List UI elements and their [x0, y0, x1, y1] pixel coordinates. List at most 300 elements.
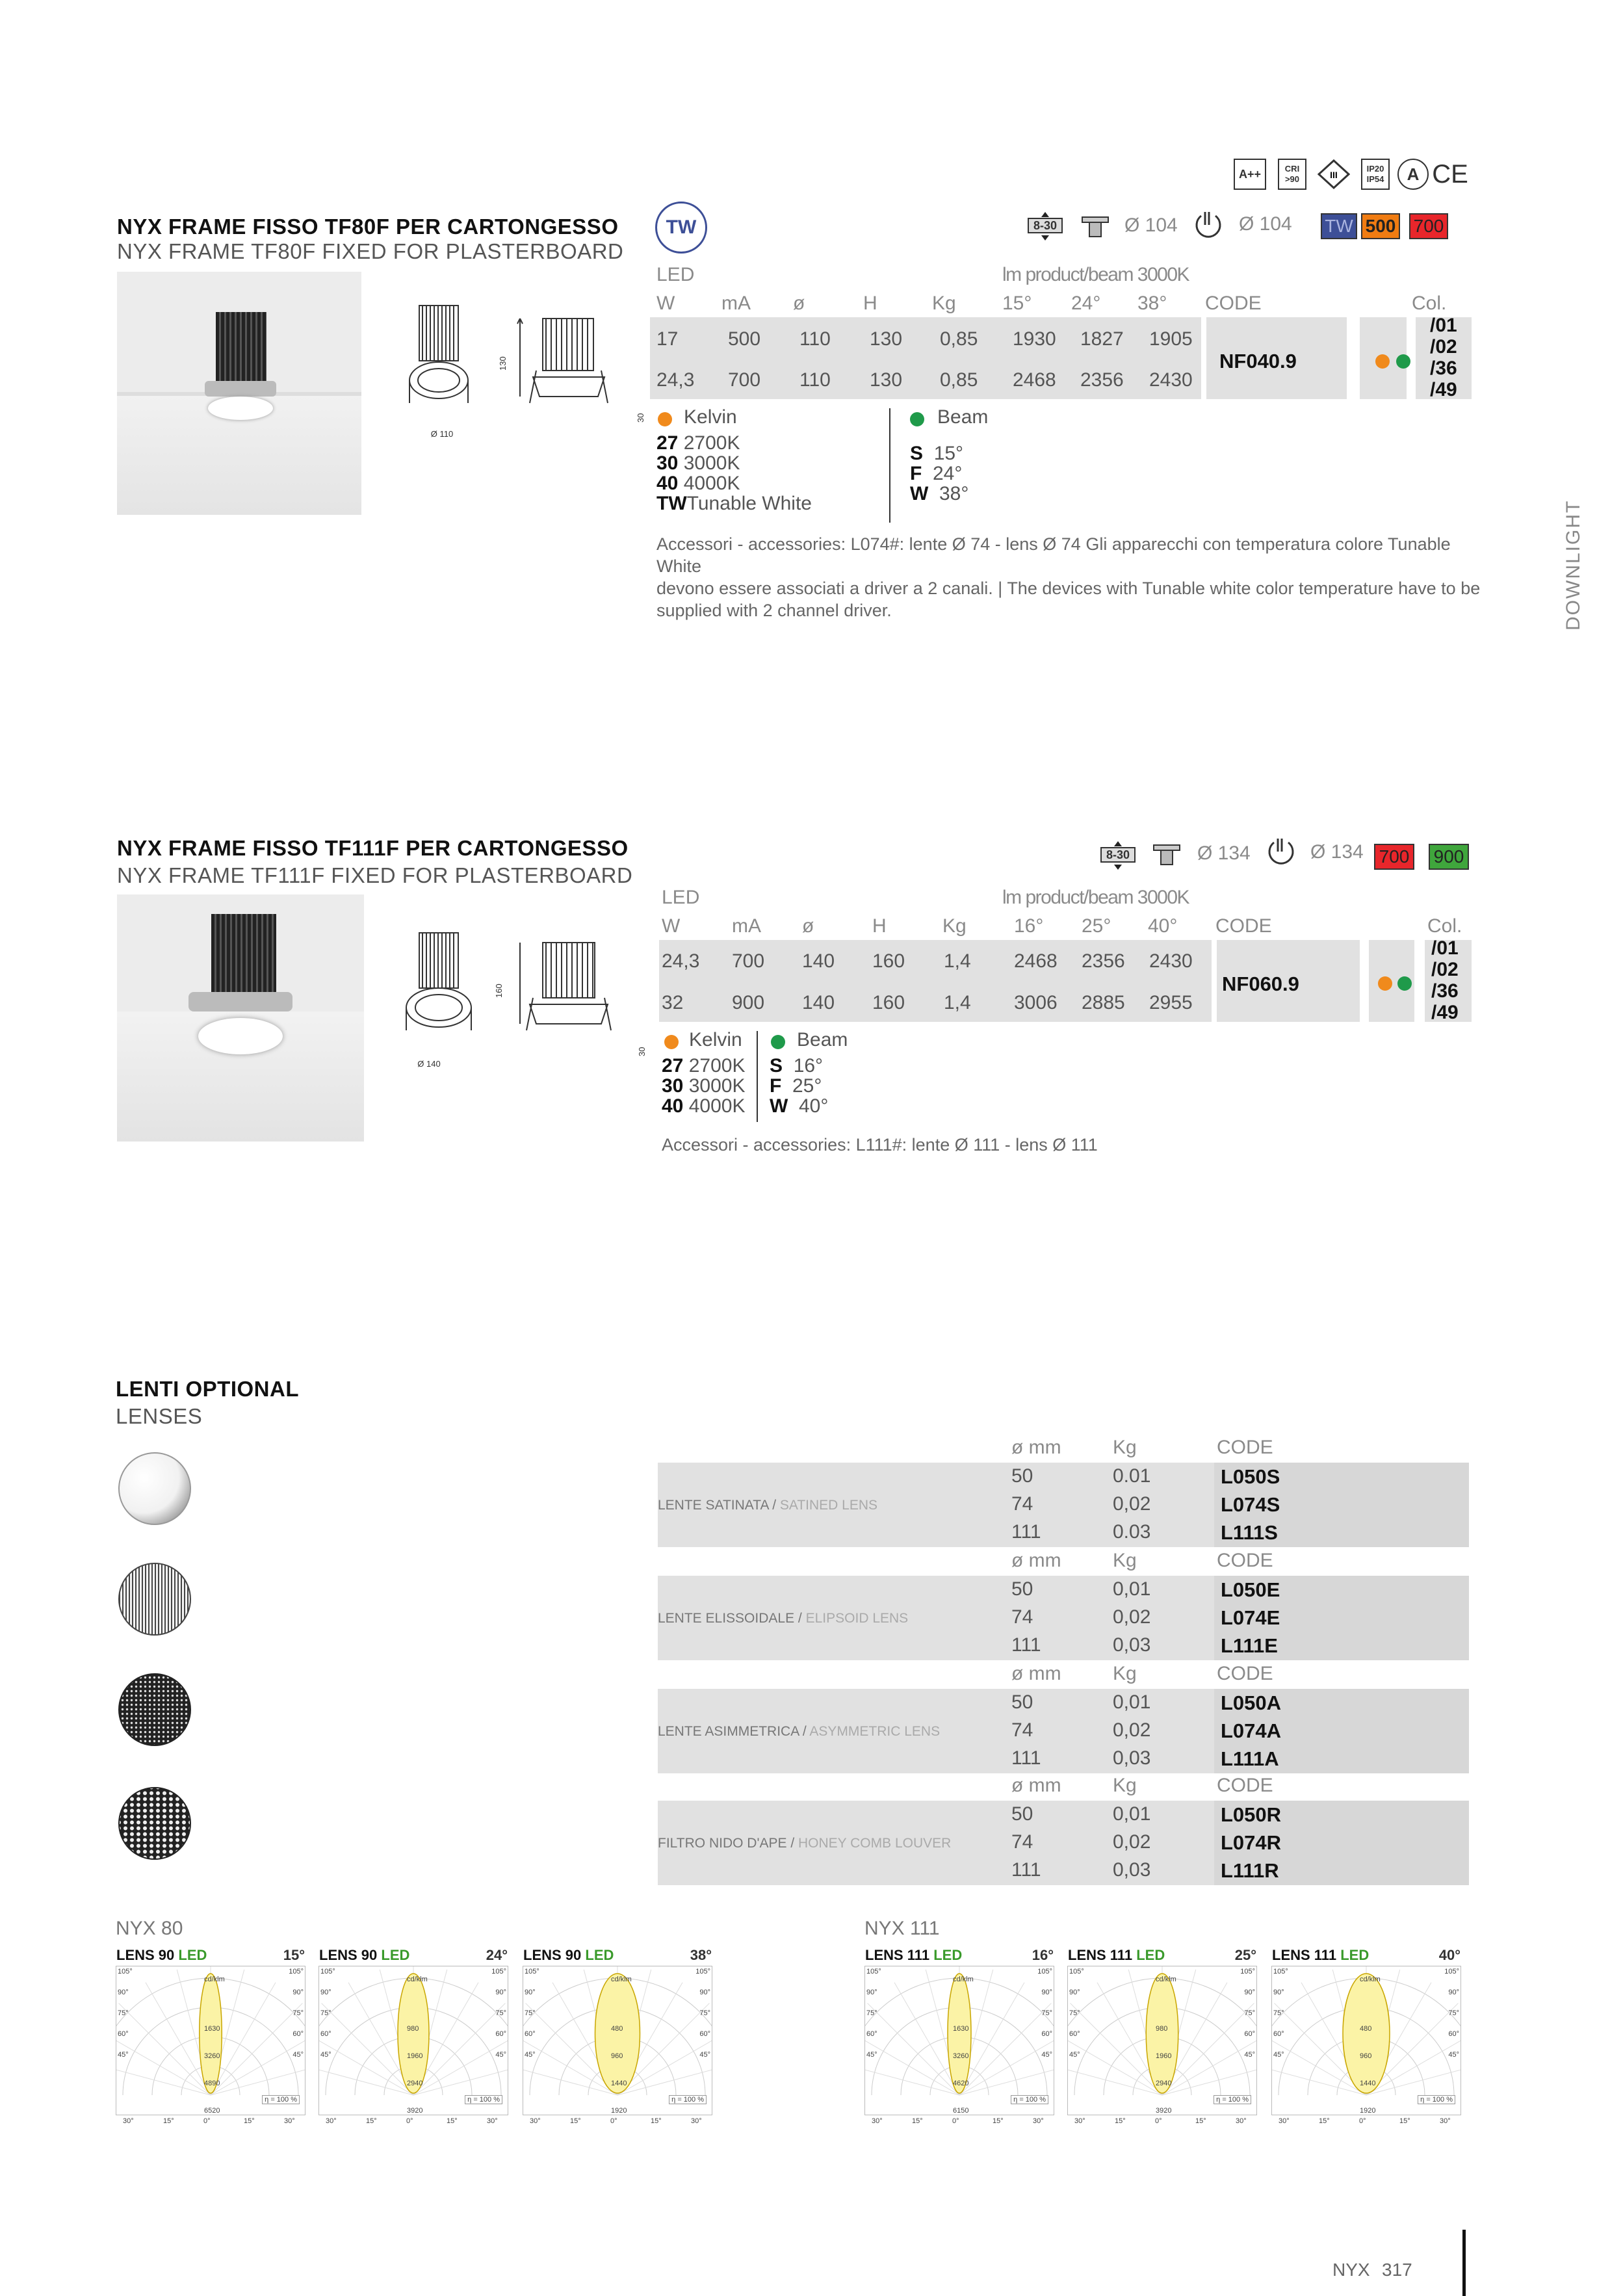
angle-label: 60°	[292, 2030, 304, 2038]
table-group-lm: lm product/beam 3000K	[1002, 887, 1189, 908]
product2-dim-diameter: Ø 140	[417, 1059, 441, 1069]
table-group-led: LED	[656, 264, 695, 285]
lens-code: L050S	[1221, 1465, 1280, 1488]
angle-label: 45°	[525, 2051, 536, 2059]
honeycomb-louver-icon	[116, 1784, 194, 1862]
angle-label: 75°	[320, 2009, 331, 2017]
polar-curve-plot	[865, 1966, 1054, 2115]
green-dot	[1397, 976, 1412, 991]
color-code: /01	[1430, 315, 1457, 336]
lens-cell: 0.01	[1113, 1465, 1151, 1487]
chart-beam-angle: 16°	[1032, 1947, 1054, 1963]
col-header-code: CODE	[1205, 293, 1262, 314]
bottom-angle-label: 15°	[993, 2117, 1004, 2125]
polar-grid-ray	[211, 2003, 302, 2095]
angle-label: 45°	[1273, 2051, 1284, 2059]
lens-cell: 0,01	[1113, 1578, 1151, 1600]
photometric-chart	[523, 1947, 712, 2125]
lens-cell: 0,03	[1113, 1634, 1151, 1656]
chart-unit: cd/klm	[1360, 1976, 1381, 1983]
legend-divider	[757, 1031, 758, 1122]
col-header-diameter: ø	[802, 915, 814, 937]
svg-text:III: III	[1330, 170, 1338, 180]
color-code: /02	[1430, 336, 1457, 358]
angle-label: 60°	[1244, 2030, 1255, 2038]
angle-label: 90°	[699, 1989, 710, 1996]
lens-cell: 0.03	[1113, 1521, 1151, 1543]
polar-grid-ray	[868, 2003, 959, 2095]
col-header-w: W	[662, 915, 681, 937]
col-header-ma: mA	[732, 915, 761, 937]
table-group-lm: lm product/beam 3000K	[1002, 264, 1189, 285]
product1-dim-height: 130	[498, 356, 508, 371]
asymmetric-lens-icon	[116, 1671, 194, 1749]
lens-code: L111R	[1221, 1859, 1279, 1882]
bottom-angle-label: 30°	[1440, 2117, 1451, 2125]
efficiency-label: η = 100 %	[1011, 2095, 1048, 2104]
angle-label: 90°	[1273, 1989, 1284, 1996]
angle-label: 105°	[1069, 1968, 1084, 1976]
product2-photo	[117, 894, 364, 1141]
polar-curve-plot	[1068, 1966, 1256, 2115]
bottom-angle-label: 0°	[610, 2117, 617, 2125]
photometry-group-nyx111: NYX 111	[864, 1918, 940, 1939]
angle-label: 90°	[495, 1989, 506, 1996]
intensity-value: 960	[1360, 2052, 1372, 2060]
angle-label: 75°	[292, 2009, 304, 2017]
color-code: /01	[1431, 937, 1459, 959]
intensity-value: 2940	[407, 2080, 423, 2087]
intensity-value: 980	[1156, 2025, 1168, 2033]
bottom-angle-label: 15°	[570, 2117, 581, 2125]
a-mark-icon: A	[1397, 159, 1429, 190]
cutout-icon	[1266, 837, 1296, 872]
color-code: /36	[1430, 358, 1457, 379]
bottom-angle-label: 30°	[1279, 2117, 1290, 2125]
polar-grid-ray	[865, 2030, 959, 2095]
angle-label: 90°	[118, 1989, 129, 1996]
lens-col-header: CODE	[1217, 1437, 1273, 1458]
chart-unit: cd/klm	[611, 1976, 632, 1983]
intensity-value: 6150	[953, 2107, 969, 2115]
intensity-curve	[1146, 1974, 1178, 2093]
lens-code: L050A	[1221, 1691, 1282, 1714]
photometric-chart	[116, 1947, 305, 2125]
lens-col-header: ø mm	[1011, 1437, 1061, 1458]
bottom-angle-label: 15°	[1115, 2117, 1126, 2125]
chart-unit: cd/klm	[1156, 1976, 1176, 1983]
product2-code: NF060.9	[1222, 972, 1299, 995]
angle-label: 90°	[292, 1989, 304, 1996]
lens-cell: 0,02	[1113, 1831, 1151, 1853]
chart-beam-angle: 25°	[1234, 1947, 1256, 1963]
folio-number: 317	[1382, 2260, 1412, 2280]
polar-grid-ray	[1068, 2061, 1162, 2095]
cri-icon: CRI >90	[1278, 159, 1306, 190]
angle-label: 75°	[866, 2009, 877, 2017]
tag-900: 900	[1429, 844, 1469, 870]
lens-cell: 74	[1011, 1719, 1033, 1741]
lens-cell: 50	[1011, 1578, 1033, 1600]
bottom-angle-label: 15°	[244, 2117, 255, 2125]
col-header-h: H	[872, 915, 887, 937]
angle-label: 105°	[695, 1968, 710, 1976]
bottom-angle-label: 15°	[163, 2117, 174, 2125]
lens-col-header: CODE	[1217, 1550, 1273, 1571]
orange-dot	[1378, 976, 1392, 991]
col-header-col: Col.	[1412, 293, 1447, 314]
product1-notes: Accessori - accessories: L074#: lente Ø 74 - lens Ø 74 Gli apparecchi con temperatura colore Tunable White devono essere associati a driver a 2 canali. | The devices with Tunable white color temperature have to be supplied with 2 channel driver.	[656, 534, 1481, 620]
col-header-beam1: 16°	[1014, 915, 1044, 937]
bottom-angle-label: 30°	[284, 2117, 295, 2125]
intensity-value: 960	[611, 2052, 623, 2060]
angle-label: 45°	[495, 2051, 506, 2059]
polar-grid-ray	[116, 2061, 211, 2095]
lens-cell: 111	[1011, 1521, 1041, 1543]
hole-diameter-1: Ø 134	[1197, 842, 1251, 864]
spot-icon	[1150, 841, 1183, 870]
angle-label: 105°	[525, 1968, 539, 1976]
legend-divider	[889, 408, 890, 523]
photometry-group-nyx80: NYX 80	[116, 1918, 183, 1939]
angle-label: 90°	[1069, 1989, 1080, 1996]
lens-col-header: Kg	[1113, 1775, 1137, 1796]
photometric-chart	[864, 1947, 1054, 2125]
folio-bar	[1462, 2230, 1466, 2296]
col-header-beam1: 15°	[1002, 293, 1032, 314]
efficiency-label: η = 100 %	[465, 2095, 502, 2104]
angle-label: 45°	[292, 2051, 304, 2059]
lens-cell: 74	[1011, 1831, 1033, 1853]
polar-grid-ray	[1162, 2061, 1256, 2095]
hole-diameter-2: Ø 134	[1310, 841, 1364, 863]
lens-type-label: LENTE ASIMMETRICA / ASYMMETRIC LENS	[658, 1724, 941, 1739]
kelvin-dot	[658, 412, 672, 426]
lens-cell: 50	[1011, 1803, 1033, 1825]
col-header-beam3: 38°	[1137, 293, 1167, 314]
lens-code: L074S	[1221, 1493, 1280, 1516]
angle-label: 45°	[118, 2051, 129, 2059]
lens-code: L074E	[1221, 1606, 1280, 1629]
lens-cell: 0,02	[1113, 1606, 1151, 1628]
bottom-angle-label: 15°	[1195, 2117, 1206, 2125]
angle-label: 90°	[1448, 1989, 1459, 1996]
ellipsoid-lens-icon	[116, 1560, 194, 1638]
tag-500: 500	[1361, 213, 1400, 239]
angle-label: 60°	[495, 2030, 506, 2038]
col-header-code: CODE	[1215, 915, 1272, 937]
lens-code: L111A	[1221, 1747, 1279, 1770]
intensity-value: 1440	[611, 2080, 627, 2087]
angle-label: 60°	[525, 2030, 536, 2038]
chart-title: LENS 90 LED	[319, 1947, 410, 1963]
chart-beam-angle: 15°	[283, 1947, 305, 1963]
angle-label: 60°	[320, 2030, 331, 2038]
lens-cell: 0,02	[1113, 1493, 1151, 1515]
lens-code: L074A	[1221, 1719, 1282, 1742]
angle-label: 75°	[1069, 2009, 1080, 2017]
angle-label: 90°	[1041, 1989, 1052, 1996]
kelvin-dot	[664, 1035, 679, 1049]
angle-label: 60°	[1069, 2030, 1080, 2038]
folio-name: NYX	[1332, 2260, 1370, 2280]
intensity-value: 2940	[1156, 2080, 1172, 2087]
lens-cell: 0,03	[1113, 1859, 1151, 1881]
lenses-title: LENTI OPTIONAL	[116, 1377, 299, 1401]
lens-col-header: ø mm	[1011, 1663, 1061, 1684]
lens-code: L050E	[1221, 1578, 1280, 1601]
intensity-value: 1630	[204, 2025, 220, 2033]
bottom-angle-label: 15°	[651, 2117, 662, 2125]
kelvin-list: 27 2700K 30 3000K 40 4000K TWTunable White	[656, 432, 812, 514]
polar-grid-ray	[116, 2030, 211, 2095]
col-header-w: W	[656, 293, 675, 314]
green-dot	[1396, 354, 1410, 369]
photometric-chart	[318, 1947, 508, 2125]
col-header-beam3: 40°	[1148, 915, 1178, 937]
tag-700: 700	[1374, 844, 1414, 870]
angle-label: 45°	[866, 2051, 877, 2059]
angle-label: 105°	[1444, 1968, 1459, 1976]
lens-cell: 50	[1011, 1691, 1033, 1713]
lenses-subtitle: LENSES	[116, 1404, 203, 1428]
col-header-ma: mA	[721, 293, 751, 314]
bottom-angle-label: 15°	[366, 2117, 377, 2125]
ce-mark-icon: CE	[1432, 160, 1468, 189]
lens-code: L111S	[1221, 1521, 1278, 1544]
side-label: DOWNLIGHT	[1563, 499, 1584, 631]
intensity-curve	[595, 1974, 640, 2093]
efficiency-label: η = 100 %	[1418, 2095, 1455, 2104]
col-header-beam2: 24°	[1071, 293, 1101, 314]
bottom-angle-label: 0°	[952, 2117, 959, 2125]
photometric-chart	[1067, 1947, 1257, 2125]
lens-col-header: Kg	[1113, 1437, 1137, 1458]
intensity-value: 1920	[1360, 2107, 1376, 2115]
product1-photo	[117, 272, 361, 515]
intensity-value: 480	[1360, 2025, 1372, 2033]
orange-dot	[1375, 354, 1390, 369]
bottom-angle-label: 30°	[872, 2117, 883, 2125]
chart-unit: cd/klm	[407, 1976, 428, 1983]
range-icon: 8-30	[1026, 212, 1065, 238]
intensity-value: 1630	[953, 2025, 969, 2033]
polar-grid-ray	[211, 2030, 305, 2095]
bottom-angle-label: 15°	[1399, 2117, 1410, 2125]
angle-label: 75°	[495, 2009, 506, 2017]
product2-dim-depth: 30	[637, 1047, 647, 1056]
bottom-angle-label: 0°	[1359, 2117, 1366, 2125]
lens-type-label: LENTE SATINATA / SATINED LENS	[658, 1498, 878, 1513]
chart-title: LENS 111 LED	[1272, 1947, 1370, 1963]
angle-label: 75°	[118, 2009, 129, 2017]
polar-curve-plot	[116, 1966, 305, 2115]
angle-label: 90°	[1244, 1989, 1255, 1996]
efficiency-label: η = 100 %	[262, 2095, 300, 2104]
lens-col-header: Kg	[1113, 1663, 1137, 1684]
lens-code: L050R	[1221, 1803, 1282, 1826]
bottom-angle-label: 30°	[326, 2117, 337, 2125]
hole-diameter-2: Ø 104	[1239, 213, 1292, 235]
angle-label: 105°	[491, 1968, 506, 1976]
product1-title: NYX FRAME FISSO TF80F PER CARTONGESSO	[117, 215, 619, 239]
angle-label: 90°	[866, 1989, 877, 1996]
angle-label: 75°	[1273, 2009, 1284, 2017]
col-header-beam2: 25°	[1082, 915, 1111, 937]
angle-label: 45°	[1244, 2051, 1255, 2059]
product1-code: NF040.9	[1219, 350, 1297, 372]
lens-cell: 111	[1011, 1634, 1041, 1656]
tag-tw: TW	[1321, 213, 1357, 239]
angle-label: 60°	[1041, 2030, 1052, 2038]
lens-code: L074R	[1221, 1831, 1282, 1854]
product2-notes: Accessori - accessories: L111#: lente Ø 111 - lens Ø 111	[662, 1135, 1098, 1155]
bottom-angle-label: 30°	[487, 2117, 498, 2125]
color-code: /49	[1431, 1002, 1459, 1023]
efficiency-label: η = 100 %	[669, 2095, 707, 2104]
ip-rating-icon: IP20 IP54	[1361, 159, 1390, 190]
angle-label: 45°	[1448, 2051, 1459, 2059]
intensity-curve	[948, 1974, 971, 2093]
beam-list: S 15° F 24° W 38°	[910, 443, 969, 504]
chart-title: LENS 111 LED	[865, 1947, 963, 1963]
chart-title: LENS 111 LED	[1068, 1947, 1165, 1963]
polar-grid-ray	[319, 2061, 413, 2095]
hole-diameter-1: Ø 104	[1124, 215, 1178, 236]
tw-badge: TW	[655, 202, 707, 254]
col-header-h: H	[863, 293, 877, 314]
angle-label: 105°	[118, 1968, 133, 1976]
angle-label: 75°	[525, 2009, 536, 2017]
cutout-icon	[1193, 211, 1223, 245]
angle-label: 60°	[1273, 2030, 1284, 2038]
polar-grid-ray	[959, 2003, 1051, 2095]
polar-curve-plot	[1272, 1966, 1461, 2115]
lens-col-header: CODE	[1217, 1775, 1273, 1796]
intensity-value: 3260	[953, 2052, 969, 2060]
lens-col-header: Kg	[1113, 1550, 1137, 1571]
beam-title: Beam	[937, 406, 989, 428]
product1-dim-diameter: Ø 110	[430, 429, 454, 439]
intensity-value: 4620	[953, 2080, 969, 2087]
angle-label: 75°	[1041, 2009, 1052, 2017]
range-icon: 8-30	[1098, 841, 1137, 867]
col-header-kg: Kg	[932, 293, 956, 314]
lens-cell: 50	[1011, 1465, 1033, 1487]
chart-title: LENS 90 LED	[523, 1947, 614, 1963]
product2-dim-height: 160	[494, 984, 504, 998]
intensity-value: 3260	[204, 2052, 220, 2060]
lens-col-header: CODE	[1217, 1663, 1273, 1684]
lens-cell: 0,02	[1113, 1719, 1151, 1741]
intensity-value: 1960	[1156, 2052, 1172, 2060]
intensity-curve	[398, 1974, 429, 2093]
intensity-value: 3920	[407, 2107, 423, 2115]
product2-subtitle: NYX FRAME TF111F FIXED FOR PLASTERBOARD	[117, 863, 633, 887]
lens-col-header: ø mm	[1011, 1550, 1061, 1571]
intensity-value: 480	[611, 2025, 623, 2033]
lens-cell: 74	[1011, 1493, 1033, 1515]
polar-grid-ray	[211, 2061, 305, 2095]
intensity-value: 1440	[1360, 2080, 1376, 2087]
lens-cell: 74	[1011, 1606, 1033, 1628]
bottom-angle-label: 30°	[123, 2117, 134, 2125]
color-code: /02	[1431, 959, 1459, 980]
beam-title: Beam	[797, 1029, 848, 1050]
intensity-value: 6520	[204, 2107, 220, 2115]
intensity-curve	[200, 1974, 222, 2093]
lens-cell: 111	[1011, 1859, 1041, 1881]
beam-dot	[910, 412, 924, 426]
polar-grid-ray	[413, 2061, 508, 2095]
kelvin-title: Kelvin	[689, 1029, 742, 1050]
bottom-angle-label: 30°	[1033, 2117, 1044, 2125]
bottom-angle-label: 0°	[1155, 2117, 1162, 2125]
angle-label: 90°	[320, 1989, 331, 1996]
product1-dim-depth: 30	[636, 413, 645, 423]
angle-label: 75°	[1244, 2009, 1255, 2017]
chart-beam-angle: 38°	[690, 1947, 712, 1963]
angle-label: 45°	[1069, 2051, 1080, 2059]
table-group-led: LED	[662, 887, 700, 908]
angle-label: 60°	[699, 2030, 710, 2038]
product1-drawing	[390, 299, 663, 442]
lens-code: L111E	[1221, 1634, 1278, 1657]
polar-grid-ray	[865, 2061, 959, 2095]
lens-cell: 111	[1011, 1747, 1041, 1769]
chart-title: LENS 90 LED	[116, 1947, 207, 1963]
angle-label: 45°	[320, 2051, 331, 2059]
spot-icon	[1079, 213, 1111, 242]
beam-list: S 16° F 25° W 40°	[770, 1055, 829, 1117]
product1-subtitle: NYX FRAME TF80F FIXED FOR PLASTERBOARD	[117, 239, 624, 263]
intensity-value: 1920	[611, 2107, 627, 2115]
chart-unit: cd/klm	[204, 1976, 225, 1983]
lens-type-label: FILTRO NIDO D'APE / HONEY COMB LOUVER	[658, 1836, 952, 1851]
angle-label: 105°	[1037, 1968, 1052, 1976]
angle-label: 105°	[320, 1968, 335, 1976]
polar-curve-plot	[319, 1966, 508, 2115]
intensity-curve	[1343, 1974, 1390, 2093]
angle-label: 60°	[866, 2030, 877, 2038]
lens-cell: 0,03	[1113, 1747, 1151, 1769]
intensity-value: 980	[407, 2025, 419, 2033]
bottom-angle-label: 30°	[691, 2117, 702, 2125]
energy-class-icon: A++	[1234, 159, 1266, 190]
product2-title: NYX FRAME FISSO TF111F PER CARTONGESSO	[117, 836, 629, 860]
bottom-angle-label: 30°	[1236, 2117, 1247, 2125]
efficiency-label: η = 100 %	[1214, 2095, 1251, 2104]
beam-dot	[771, 1035, 785, 1049]
intensity-value: 3920	[1156, 2107, 1172, 2115]
col-header-kg: Kg	[942, 915, 967, 937]
lens-cell: 0,01	[1113, 1803, 1151, 1825]
satined-lens-icon	[116, 1450, 194, 1528]
chart-beam-angle: 24°	[486, 1947, 508, 1963]
angle-label: 75°	[1448, 2009, 1459, 2017]
tag-700: 700	[1409, 213, 1448, 239]
bottom-angle-label: 15°	[447, 2117, 458, 2125]
lens-cell: 0,01	[1113, 1691, 1151, 1713]
bottom-angle-label: 15°	[912, 2117, 923, 2125]
angle-label: 45°	[699, 2051, 710, 2059]
product2-drawing	[390, 926, 663, 1069]
intensity-value: 4890	[204, 2080, 220, 2087]
angle-label: 75°	[699, 2009, 710, 2017]
polar-curve-plot	[523, 1966, 712, 2115]
photometric-chart	[1271, 1947, 1461, 2125]
polar-grid-ray	[119, 2003, 211, 2095]
